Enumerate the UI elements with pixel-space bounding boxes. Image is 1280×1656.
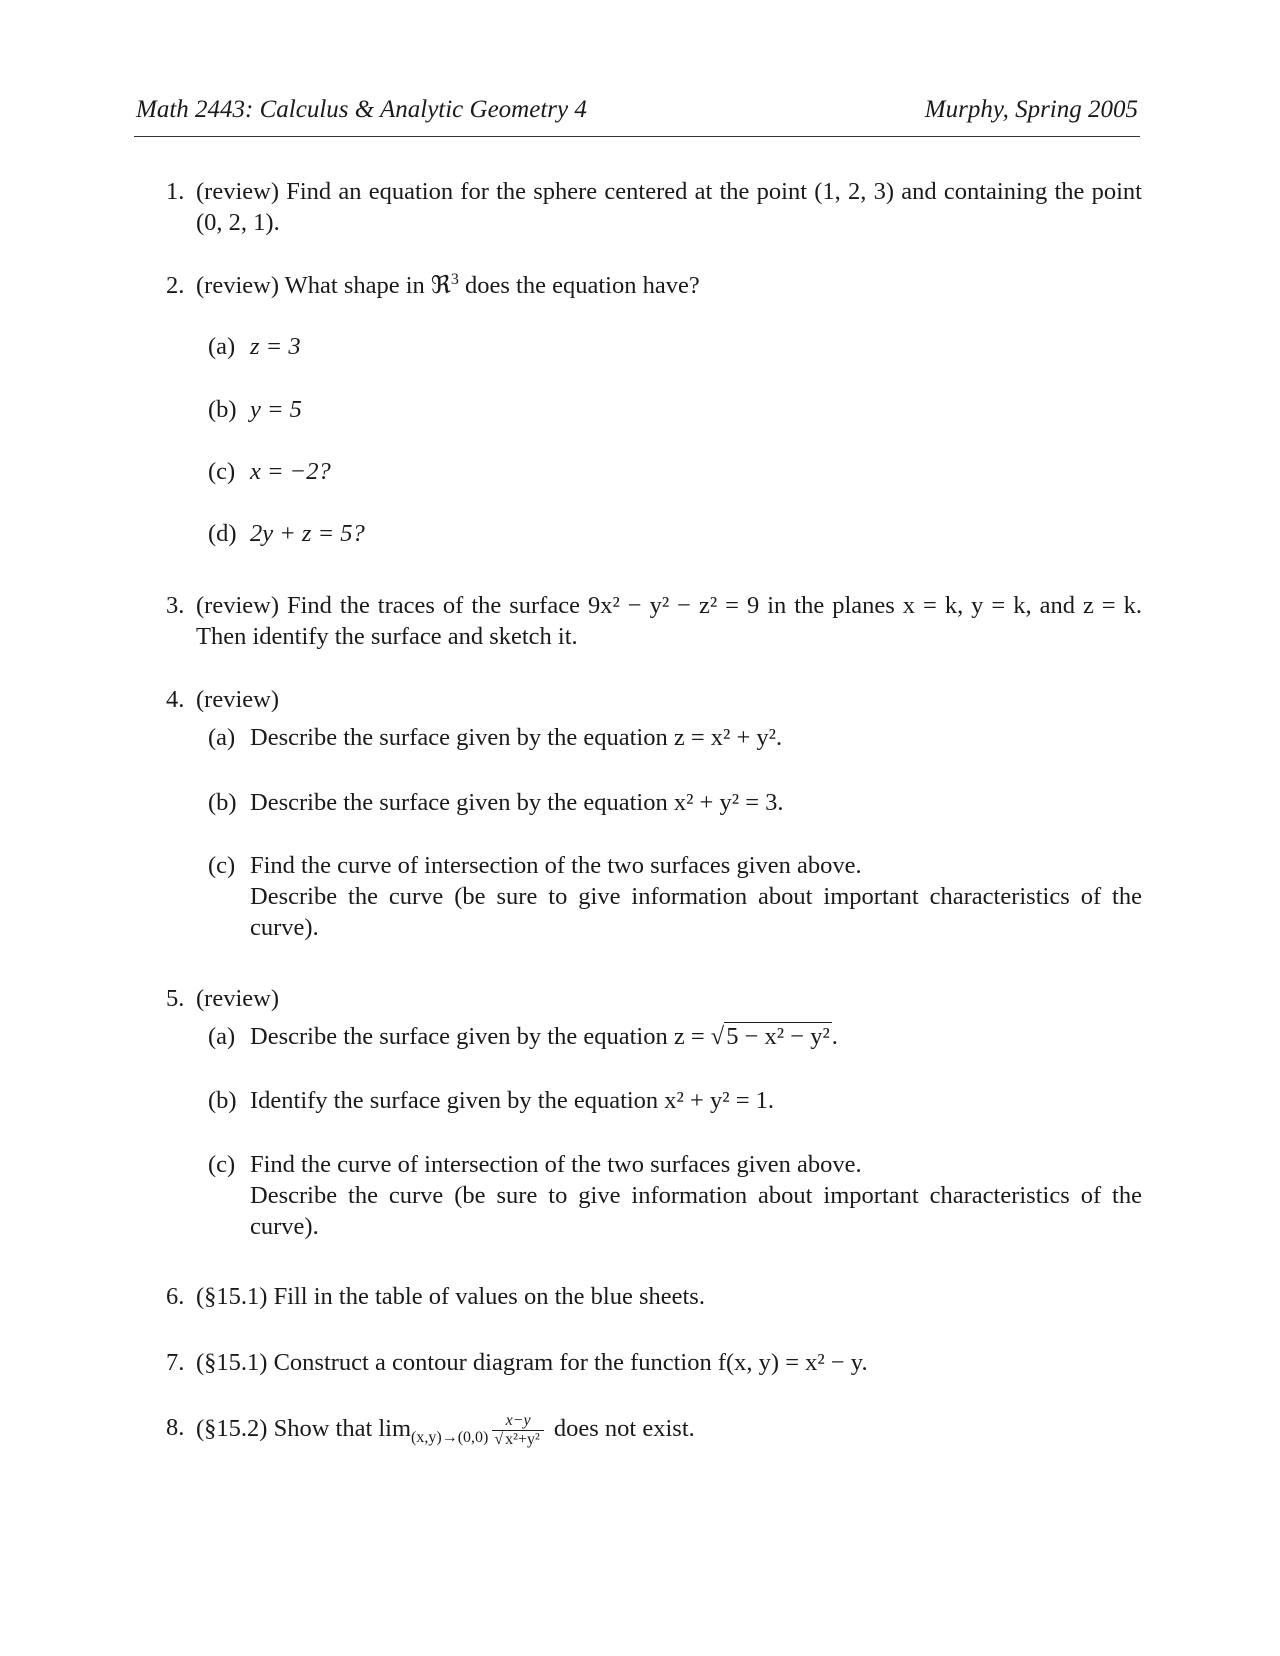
- problem-5: [166, 983, 1142, 1014]
- subproblem-text: y = 5: [250, 396, 302, 423]
- subproblem-5a: [208, 1021, 1142, 1052]
- subproblem-text: x = −2?: [250, 458, 331, 485]
- problem-2: [166, 270, 1142, 301]
- problem-text: (review): [196, 686, 279, 713]
- limit-subscript: (x,y)→(0,0): [411, 1429, 489, 1447]
- problem-number: 3.: [166, 592, 185, 619]
- problem-number: 5.: [166, 985, 185, 1012]
- subproblem-text: Find the curve of intersection of the two surfaces given above.: [250, 852, 862, 879]
- subproblem-label: (b): [208, 789, 237, 816]
- problem-number: 2.: [166, 272, 185, 299]
- problem-4: [166, 684, 1142, 715]
- subproblem-text-continued: Describe the curve (be sure to give information about important characteristics of the curve).: [250, 1182, 1142, 1240]
- subproblem-text: Describe the surface given by the equation z = √5 − x² − y².: [250, 1023, 838, 1050]
- problem-number: 1.: [166, 178, 185, 205]
- subproblem-text-continued: Describe the curve (be sure to give information about important characteristics of the curve).: [250, 883, 1142, 941]
- subproblem-label: (d): [208, 520, 237, 547]
- problem-8: [166, 1412, 1142, 1453]
- subproblem-text: Find the curve of intersection of the two surfaces given above.: [250, 1151, 862, 1178]
- sqrt-radicand: 5 − x² − y²: [726, 1023, 830, 1050]
- subproblem-label: (b): [208, 1087, 237, 1114]
- subproblem-label: (a): [208, 1023, 236, 1050]
- subproblem-5c: [208, 1149, 1142, 1242]
- problem-text: (§15.2) Show that $\lim_{(x,y)\to(0,0)}$ $\frac{x-y}{\text{√ x²+y²}}$ does not exist.: [196, 1412, 695, 1448]
- course-title: Math 2443: Calculus & Analytic Geometry 4: [136, 96, 587, 123]
- subproblem-label: (c): [208, 852, 236, 879]
- subproblem-text: z = 3: [250, 333, 301, 360]
- subproblem-5b: [208, 1085, 1142, 1116]
- problem-number: 4.: [166, 686, 185, 713]
- problem-6: [166, 1281, 1142, 1312]
- subproblem-4a: [208, 722, 1142, 753]
- subproblem-text: 2y + z = 5?: [250, 520, 365, 547]
- problem-1: [166, 176, 1142, 238]
- subproblem-text: Identify the surface given by the equation x² + y² = 1.: [250, 1087, 775, 1114]
- subproblem-label: (c): [208, 458, 236, 485]
- instructor-term: Murphy, Spring 2005: [924, 96, 1138, 123]
- limit-fraction: [492, 1412, 543, 1449]
- problem-text: (review): [196, 985, 279, 1012]
- page-header: [134, 96, 1140, 137]
- problem-3: [166, 590, 1142, 652]
- subproblem-2b: [208, 394, 1142, 425]
- subproblem-label: (a): [208, 333, 236, 360]
- subproblem-2a: [208, 331, 1142, 362]
- subproblem-text: Describe the surface given by the equation z = x² + y².: [250, 724, 783, 751]
- problem-number: 8.: [166, 1414, 185, 1441]
- subproblem-4b: [208, 787, 1142, 818]
- subproblem-4c: [208, 850, 1142, 943]
- subproblem-label: (a): [208, 724, 236, 751]
- problem-number: 7.: [166, 1349, 185, 1376]
- problem-text: (§15.1) Fill in the table of values on the blue sheets.: [196, 1283, 705, 1310]
- subproblem-label: (b): [208, 396, 237, 423]
- problem-number: 6.: [166, 1283, 185, 1310]
- fraction-denominator: √ x²+y²: [494, 1431, 540, 1448]
- fraction-numerator: x−y: [492, 1412, 543, 1431]
- problem-7: [166, 1347, 1142, 1378]
- subproblem-2c: [208, 456, 1142, 487]
- problem-text: (review) Find the traces of the surface 9x² − y² − z² = 9 in the planes x = k, y = k, and z = k. Then identify the surface and sketch it.: [196, 592, 1142, 650]
- subproblem-text: Describe the surface given by the equation x² + y² = 3.: [250, 789, 784, 816]
- problem-text: (review) What shape in ℜ$^3$ does the equation have?: [196, 270, 700, 299]
- subproblem-label: (c): [208, 1151, 236, 1178]
- subproblem-2d: [208, 518, 1142, 549]
- problem-text: (review) Find an equation for the sphere centered at the point (1, 2, 3) and containing the point (0, 2, 1).: [196, 178, 1142, 236]
- problem-text: (§15.1) Construct a contour diagram for the function f(x, y) = x² − y.: [196, 1349, 868, 1376]
